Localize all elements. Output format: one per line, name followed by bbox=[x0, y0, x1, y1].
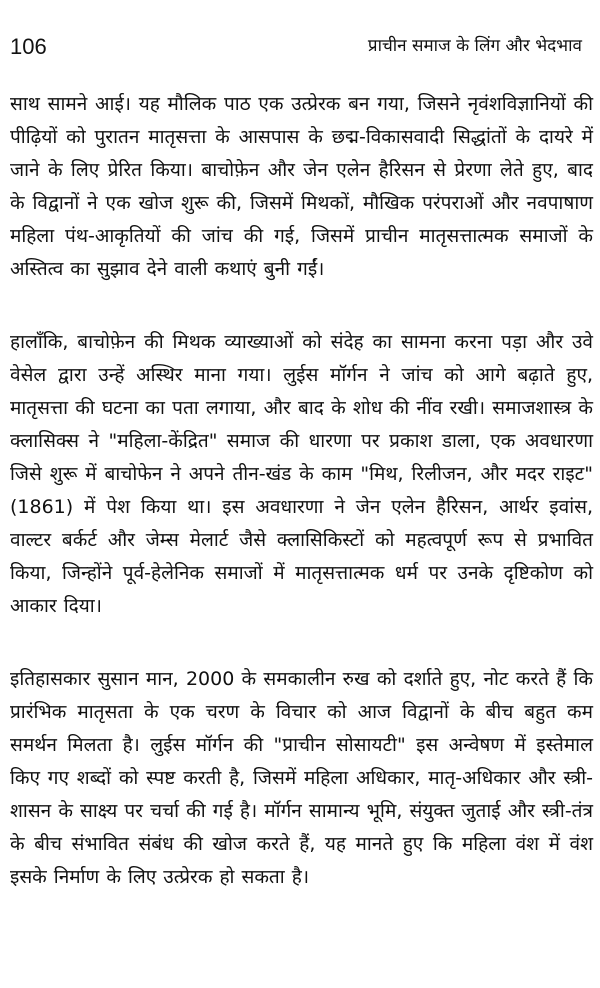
paragraph: हालाँकि, बाचोफ़ेन की मिथक व्याख्याओं को संदेह का सामना करना पड़ा और उवे वेसेल द्वारा उन्हें अस्थिर माना गया। लुईस मॉर्गन ने जांच को आगे बढ़ाते हुए, मातृसत्ता की घटना का पता लगाया, और बाद के शोध की नींव रखी। समाजशास्त्र के क्लासिक्स ने "महिला-केंद्रित" समाज की धारणा पर प्रकाश डाला, एक अवधारणा जिसे शुरू में बाचोफेन ने अपने तीन-खंड के काम "मिथ, रिलीजन, और मदर राइट" (1861) में पेश किया था। इस अवधारणा ने जेन एलेन हैरिसन, आर्थर इवांस, वाल्टर बर्कर्ट और जेम्स मेलार्ट जैसे क्लासिकिस्टों को महत्वपूर्ण रूप से प्रभावित किया, जिन्होंने पूर्व-हेलेनिक समाजों में मातृसत्तात्मक धर्म पर उनके दृष्टिकोण को आकार दिया। bbox=[10, 331, 593, 617]
running-title: प्राचीन समाज के लिंग और भेदभाव bbox=[367, 36, 582, 56]
page-body bbox=[10, 88, 593, 894]
paragraph: इतिहासकार सुसान मान, 2000 के समकालीन रुख को दर्शाते हुए, नोट करते हैं कि प्रारंभिक मातृसता के एक चरण के विचार को आज विद्वानों के बीच बहुत कम समर्थन मिलता है। लुईस मॉर्गन की "प्राचीन सोसायटी" इस अन्वेषण में इस्तेमाल किए गए शब्दों को स्पष्ट करती है, जिसमें महिला अधिकार, मातृ-अधिकार और स्त्री-शासन के साक्ष्य पर चर्चा की गई है। मॉर्गन सामान्य भूमि, संयुक्त जुताई और स्त्री-तंत्र के बीच संभावित संबंध की खोज करते हैं, यह मानते हुए कि महिला वंश में वंश इसके निर्माण के लिए उत्प्रेरक हो सकता है। bbox=[10, 668, 593, 888]
page-number: 106 bbox=[10, 34, 47, 59]
paragraph: साथ सामने आई। यह मौलिक पाठ एक उत्प्रेरक बन गया, जिसने नृवंशविज्ञानियों की पीढ़ियों को पुरातन मातृसत्ता के आसपास के छद्म-विकासवादी सिद्धांतों के दायरे में जाने के लिए प्रेरित किया। बाचोफ़ेन और जेन एलेन हैरिसन से प्रेरणा लेते हुए, बाद के विद्वानों ने एक खोज शुरू की, जिसमें मिथकों, मौखिक परंपराओं और नवपाषाण महिला पंथ-आकृतियों की जांच की गई, जिसमें प्राचीन मातृसत्तात्मक समाजों के अस्तित्व का सुझाव देने वाली कथाएं बुनी गईं। bbox=[10, 93, 593, 280]
page-header bbox=[0, 0, 600, 70]
